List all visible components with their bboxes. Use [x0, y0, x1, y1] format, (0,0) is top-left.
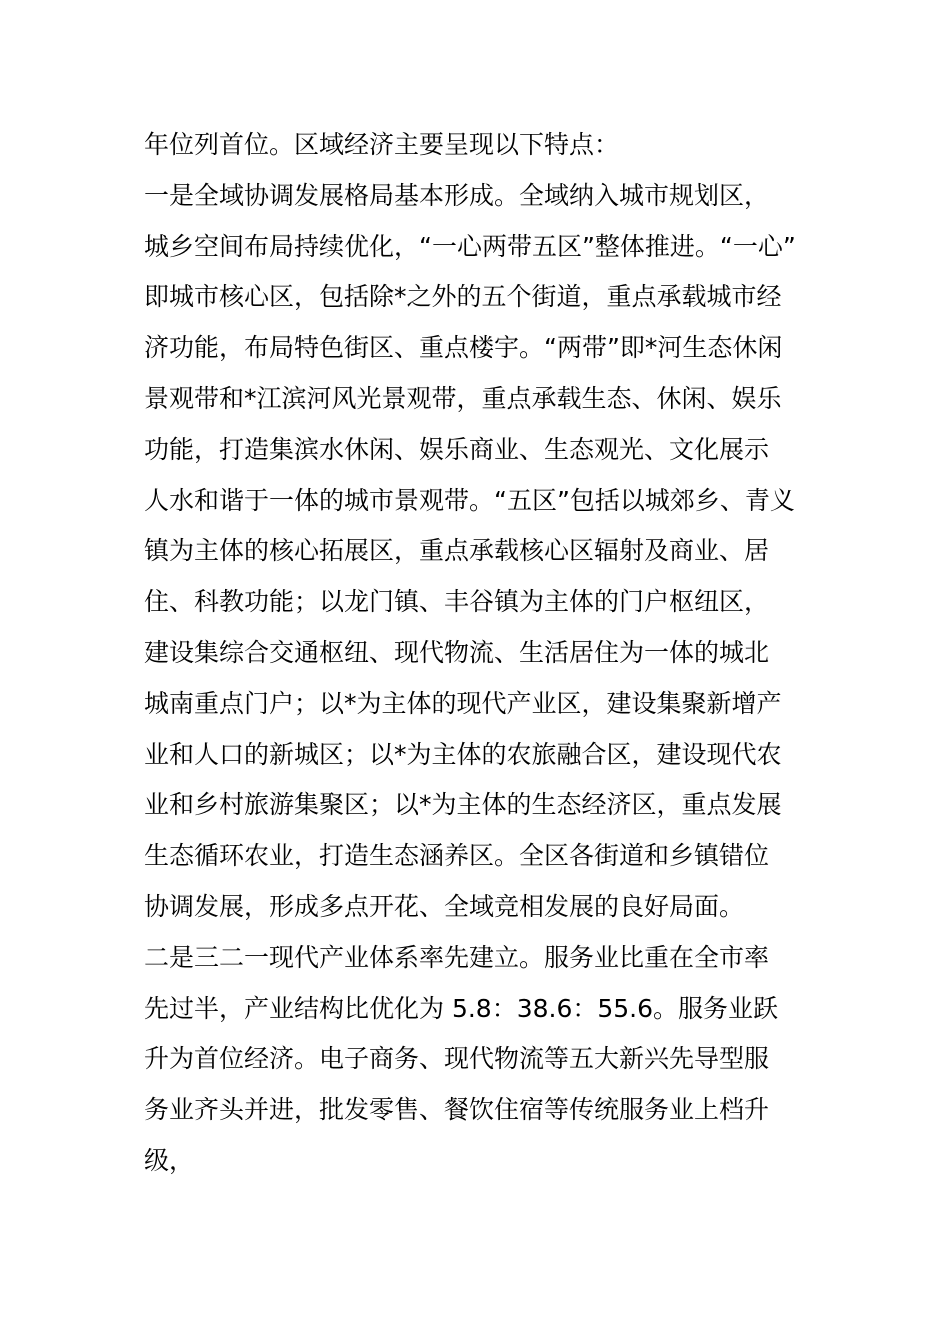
- text-line: 人水和谐于一体的城市景观带。“五区”包括以城郊乡、青义: [144, 485, 795, 515]
- text-line: 年位列首位。区域经济主要呈现以下特点：: [144, 130, 620, 159]
- text-line: 镇为主体的核心拓展区，重点承载核心区辐射及商业、居: [144, 536, 770, 566]
- body-text: [144, 120, 824, 1187]
- text-line: 二是三二一现代产业体系率先建立。服务业比重在全市率: [144, 942, 770, 972]
- text-line: 即城市核心区，包括除*之外的五个街道，重点承载城市经: [144, 282, 782, 312]
- text-line: 城南重点门户；以*为主体的现代产业区，建设集聚新增产: [144, 688, 782, 718]
- text-line: 先过半，产业结构比优化为 5.8：38.6：55.6。服务业跃: [144, 993, 779, 1023]
- text-line: 协调发展，形成多点开花、全域竞相发展的良好局面。: [144, 891, 745, 921]
- text-line: 级，: [144, 1145, 195, 1175]
- text-line: 城乡空间布局持续优化，“一心两带五区”整体推进。“一心”: [144, 231, 796, 261]
- text-line: 业和人口的新城区；以*为主体的农旅融合区，建设现代农: [144, 739, 782, 769]
- text-line: 一是全域协调发展格局基本形成。全域纳入城市规划区，: [144, 180, 770, 210]
- text-line: 生态循环农业，打造生态涵养区。全区各街道和乡镇错位: [144, 841, 770, 871]
- text-line: 升为首位经济。电子商务、现代物流等五大新兴先导型服: [144, 1044, 770, 1074]
- text-line: 建设集综合交通枢纽、现代物流、生活居住为一体的城北: [144, 637, 770, 667]
- text-line: 景观带和*江滨河风光景观带，重点承载生态、休闲、娱乐: [144, 383, 782, 413]
- text-line: 住、科教功能；以龙门镇、丰谷镇为主体的门户枢纽区，: [144, 587, 770, 617]
- text-line: 功能，打造集滨水休闲、娱乐商业、生态观光、文化展示: [144, 434, 770, 464]
- text-line: 济功能，布局特色街区、重点楼宇。“两带”即*河生态休闲: [144, 333, 783, 363]
- text-line: 业和乡村旅游集聚区；以*为主体的生态经济区，重点发展: [144, 790, 782, 820]
- text-line: 务业齐头并进，批发零售、餐饮住宿等传统服务业上档升: [144, 1095, 770, 1125]
